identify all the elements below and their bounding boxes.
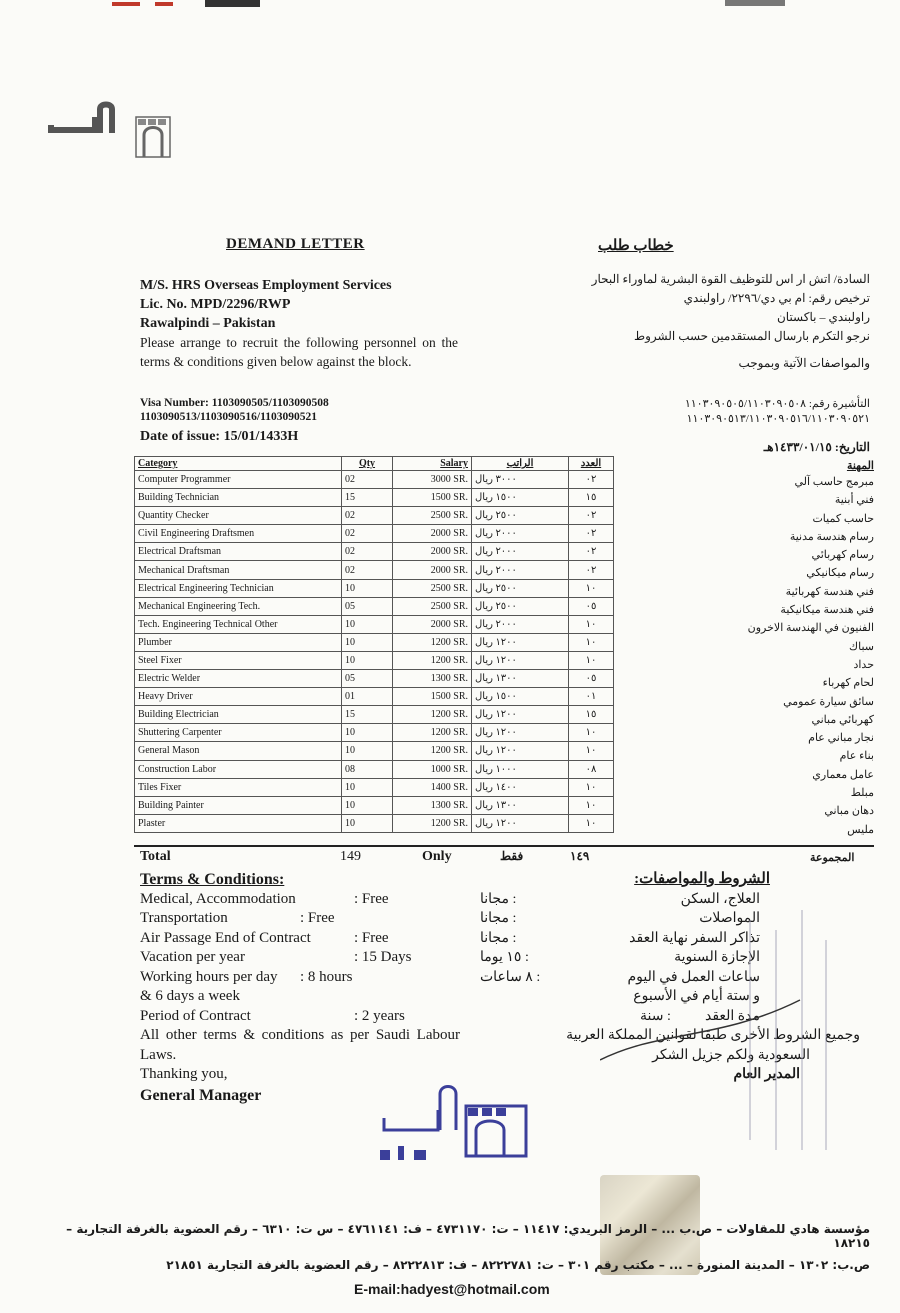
cell-qty-ar: ٠٢ — [569, 507, 614, 525]
cell-salary-ar: ١٢٠٠ ريال — [472, 814, 569, 832]
recipient-address-ar — [470, 270, 870, 373]
title-en: DEMAND LETTER — [226, 236, 365, 252]
cell-category-ar: مليس — [847, 823, 874, 836]
term-value: : ١٥ يوما — [480, 950, 529, 965]
recipient-city-ar: راولبندي – باكستان — [776, 310, 870, 324]
table-row — [135, 489, 614, 507]
total-row — [134, 845, 874, 865]
table-row — [135, 796, 614, 814]
cell-qty-ar: ١٠ — [569, 724, 614, 742]
cell-qty-ar: ١٠ — [569, 651, 614, 669]
terms-heading-ar: الشروط والمواصفات: — [634, 871, 770, 887]
cell-category: Civil Engineering Draftsmen — [135, 525, 342, 543]
term-label: ساعات العمل في اليوم — [627, 969, 760, 985]
cell-category: Construction Labor — [135, 760, 342, 778]
cell-category-ar: مبلط — [850, 787, 874, 800]
total-label-ar: المجموعة — [810, 852, 855, 864]
recipient-address-en — [140, 276, 458, 371]
license-number: Lic. No. MPD/2296/RWP — [140, 297, 291, 312]
cell-salary: 1200 SR. — [393, 706, 472, 724]
table-row — [135, 597, 614, 615]
cell-qty-ar: ١٠ — [569, 778, 614, 796]
cell-category-ar: رسام كهربائي — [811, 549, 874, 562]
recipient-name-ar: السادة/ اتش ار اس للتوظيف القوة البشرية لماوراء البحار — [591, 272, 870, 286]
cell-qty: 10 — [342, 724, 393, 742]
term-value: : ٨ ساعات — [480, 969, 541, 985]
total-qty-ar: ١٤٩ — [570, 849, 590, 863]
table-row — [135, 579, 614, 597]
header-salary-ar: الراتب — [472, 457, 569, 471]
cell-salary: 1200 SR. — [393, 814, 472, 832]
cell-salary: 2500 SR. — [393, 579, 472, 597]
cell-qty-ar: ٠٢ — [569, 471, 614, 489]
total-only-ar: فقط — [500, 849, 524, 863]
cell-qty: 10 — [342, 742, 393, 760]
cell-category-ar: لحام كهرباء — [822, 677, 874, 690]
cell-salary: 2500 SR. — [393, 507, 472, 525]
visa-numbers-en — [140, 396, 329, 424]
term-air-passage — [140, 929, 460, 949]
cell-category: Plumber — [135, 633, 342, 651]
term-label: Transportation — [140, 910, 228, 926]
stamp-logo-icon — [378, 1080, 538, 1170]
title-ar: خطاب طلب — [598, 238, 674, 254]
arabic-categories-column — [614, 459, 874, 839]
term-label: Air Passage End of Contract — [140, 929, 311, 946]
table-row — [135, 525, 614, 543]
request-body-ar-1: نرجو التكرم بارسال المستقدمين حسب الشروط — [633, 329, 870, 343]
cell-salary: 1400 SR. — [393, 778, 472, 796]
total-label: Total — [140, 849, 171, 864]
cell-category: Electrical Draftsman — [135, 543, 342, 561]
request-body-en: Please arrange to recruit the following personnel on the terms & conditions given below against the block. — [140, 335, 458, 369]
table-row — [135, 778, 614, 796]
cell-qty: 05 — [342, 670, 393, 688]
cell-category-ar: نجار مباني عام — [808, 732, 874, 745]
cell-salary-ar: ١٢٠٠ ريال — [472, 742, 569, 760]
cell-salary-ar: ٢٠٠٠ ريال — [472, 615, 569, 633]
company-logo-top — [40, 95, 180, 165]
cell-category: General Mason — [135, 742, 342, 760]
cell-salary: 2000 SR. — [393, 525, 472, 543]
table-row — [135, 615, 614, 633]
cell-salary: 2000 SR. — [393, 543, 472, 561]
cell-salary-ar: ١٢٠٠ ريال — [472, 706, 569, 724]
cell-qty: 10 — [342, 814, 393, 832]
header-salary: Salary — [393, 457, 472, 471]
term-label: تذاكر السفر نهاية العقد — [629, 930, 760, 946]
term-label: Vacation per year — [140, 949, 245, 965]
cell-qty-ar: ٠٨ — [569, 760, 614, 778]
cell-category-ar: فني هندسة ميكانيكية — [780, 604, 874, 617]
term-value: : Free — [300, 910, 335, 926]
term-medical — [140, 890, 460, 910]
cell-category: Tech. Engineering Technical Other — [135, 615, 342, 633]
cell-qty-ar: ٠٢ — [569, 543, 614, 561]
header-category-ar: المهنة — [846, 460, 874, 472]
cell-salary-ar: ١٣٠٠ ريال — [472, 796, 569, 814]
date-of-issue-en: Date of issue: 15/01/1433H — [140, 429, 299, 444]
cell-salary-ar: ١٥٠٠ ريال — [472, 489, 569, 507]
cell-category-ar: بناء عام — [839, 750, 874, 763]
term-value: : 8 hours — [300, 968, 353, 985]
cell-category: Building Electrician — [135, 706, 342, 724]
footer-email: E-mail:hadyest@hotmail.com — [354, 1281, 550, 1297]
cell-salary: 2000 SR. — [393, 615, 472, 633]
cell-category: Electric Welder — [135, 670, 342, 688]
table-row — [135, 706, 614, 724]
term-label: Period of Contract — [140, 1007, 251, 1024]
cell-salary: 1300 SR. — [393, 796, 472, 814]
cell-qty: 05 — [342, 597, 393, 615]
cell-category: Shuttering Carpenter — [135, 724, 342, 742]
cell-category-ar: فني هندسة كهربائية — [785, 585, 874, 598]
visa-line-1-ar: التأشيرة رقم: ١١٠٣٠٩٠٥٠٥/١١٠٣٠٩٠٥٠٨ — [684, 398, 870, 410]
cell-salary-ar: ٢٠٠٠ ريال — [472, 561, 569, 579]
term-days-ar: و ستة أيام في الأسبوع — [633, 989, 760, 1004]
term-label: الإجازة السنوية — [674, 950, 760, 965]
cell-category-ar: حاسب كميات — [812, 512, 874, 525]
cell-category: Building Technician — [135, 489, 342, 507]
visa-line-2-ar: ١١٠٣٠٩٠٥١٣/١١٠٣٠٩٠٥١٦/١١٠٣٠٩٠٥٢١ — [686, 413, 870, 425]
cell-category-ar: رسام هندسة مدنية — [789, 530, 874, 543]
cell-salary-ar: ١٢٠٠ ريال — [472, 724, 569, 742]
demand-table — [134, 456, 614, 833]
cell-qty-ar: ١٠ — [569, 796, 614, 814]
table-row — [135, 742, 614, 760]
cell-salary: 2500 SR. — [393, 597, 472, 615]
table-row — [135, 688, 614, 706]
rotated-stamp-text — [600, 900, 860, 1160]
cell-qty-ar: ٠٥ — [569, 670, 614, 688]
terms-en — [140, 870, 460, 1105]
cell-category-ar: عامل معماري — [812, 768, 874, 781]
cell-salary-ar: ٢٠٠٠ ريال — [472, 543, 569, 561]
cell-salary: 1000 SR. — [393, 760, 472, 778]
cell-salary-ar: ١٠٠٠ ريال — [472, 760, 569, 778]
term-value: : Free — [354, 929, 389, 946]
date-of-issue-ar: التاريخ: ١٤٣٣/٠١/١٥هـ — [763, 440, 870, 454]
cell-category: Electrical Engineering Technician — [135, 579, 342, 597]
general-manager: General Manager — [140, 1086, 262, 1104]
cell-qty: 10 — [342, 651, 393, 669]
cell-category: Quantity Checker — [135, 507, 342, 525]
cell-salary: 1200 SR. — [393, 633, 472, 651]
cell-salary-ar: ٢٥٠٠ ريال — [472, 597, 569, 615]
term-value: : 15 Days — [354, 949, 412, 965]
term-hours — [140, 968, 460, 988]
cell-salary-ar: ١٢٠٠ ريال — [472, 633, 569, 651]
cell-category: Building Painter — [135, 796, 342, 814]
term-other-ar-2: السعودية ولكم جزيل الشكر — [652, 1047, 810, 1063]
cell-salary-ar: ٢٠٠٠ ريال — [472, 525, 569, 543]
license-number-ar: ترخيص رقم: ام بي دي/٢٢٩٦/ راولبندي — [683, 291, 870, 305]
hady-logo-icon — [40, 95, 180, 165]
cell-qty-ar: ١٠ — [569, 615, 614, 633]
cell-qty: 10 — [342, 778, 393, 796]
cell-salary: 3000 SR. — [393, 471, 472, 489]
cell-qty-ar: ٠٥ — [569, 597, 614, 615]
table-row — [135, 543, 614, 561]
cell-qty: 02 — [342, 525, 393, 543]
footer-line-1: مؤسسة هادي للمقاولات – ص.ب ... – الرمز البريدي: ١١٤١٧ – ت: ٤٧٣١١٧٠ – ف: ٤٧٦١١٤١ – س ت: ٦٣١٠ – رقم العضوية بالغرفة التجارية – ١٨٢١٥ — [66, 1222, 870, 1250]
recipient-name: M/S. HRS Overseas Employment Services — [140, 278, 392, 293]
visa-line-1: Visa Number: 1103090505/1103090508 — [140, 397, 329, 409]
cell-qty-ar: ١٥ — [569, 489, 614, 507]
request-body-ar-2: والمواصفات الآتية وبموجب — [738, 356, 870, 370]
cell-salary-ar: ١٤٠٠ ريال — [472, 778, 569, 796]
term-value: : مجانا — [480, 930, 517, 946]
cell-qty: 15 — [342, 489, 393, 507]
term-value: : سنة — [640, 1008, 671, 1024]
total-only: Only — [422, 849, 452, 864]
term-period — [140, 1007, 460, 1027]
top-edge-marks — [0, 0, 900, 10]
cell-category-ar: كهربائي مباني — [811, 713, 874, 726]
cell-category-ar: دهان مباني — [824, 805, 874, 818]
cell-salary: 1300 SR. — [393, 670, 472, 688]
cell-salary-ar: ١٢٠٠ ريال — [472, 651, 569, 669]
table-row — [135, 471, 614, 489]
total-qty: 149 — [340, 849, 361, 864]
cell-category-ar: حداد — [853, 658, 874, 671]
thanking-you: Thanking you, — [140, 1066, 228, 1082]
cell-qty-ar: ١٠ — [569, 579, 614, 597]
term-label: Working hours per day — [140, 968, 278, 985]
cell-qty: 02 — [342, 507, 393, 525]
terms-heading: Terms & Conditions: — [140, 871, 285, 888]
visa-numbers-ar — [470, 397, 870, 427]
cell-category: Mechanical Draftsman — [135, 561, 342, 579]
term-days: & 6 days a week — [140, 988, 240, 1004]
cell-qty-ar: ٠٢ — [569, 525, 614, 543]
cell-salary: 1500 SR. — [393, 688, 472, 706]
cell-salary: 1200 SR. — [393, 724, 472, 742]
cell-category-ar: رسام ميكانيكي — [806, 567, 874, 580]
cell-qty-ar: ٠٢ — [569, 561, 614, 579]
visa-line-2: 1103090513/1103090516/1103090521 — [140, 411, 317, 423]
cell-salary-ar: ١٥٠٠ ريال — [472, 688, 569, 706]
cell-qty: 08 — [342, 760, 393, 778]
cell-qty: 10 — [342, 615, 393, 633]
cell-qty-ar: ١٥ — [569, 706, 614, 724]
table-header-row — [135, 457, 614, 471]
cell-category: Plaster — [135, 814, 342, 832]
cell-qty-ar: ٠١ — [569, 688, 614, 706]
table-row — [135, 507, 614, 525]
cell-category: Tiles Fixer — [135, 778, 342, 796]
cell-qty: 15 — [342, 706, 393, 724]
term-value: : مجانا — [480, 911, 517, 926]
cell-qty-ar: ١٠ — [569, 633, 614, 651]
header-qty: Qty — [342, 457, 393, 471]
cell-category-ar: مبرمج حاسب آلي — [794, 476, 874, 488]
footer-line-2: ص.ب: ١٣٠٢ – المدينة المنورة – ... – مكتب رقم ٣٠١ – ت: ٨٢٢٢٧٨١ – ف: ٨٢٢٢٨١٣ – رقم العضوية بالغرفة التجارية ٢١٨٥١ — [166, 1258, 870, 1272]
cell-qty: 10 — [342, 633, 393, 651]
cell-qty-ar: ١٠ — [569, 742, 614, 760]
table-row — [135, 670, 614, 688]
company-stamp — [378, 1080, 538, 1170]
term-label: العلاج، السكن — [680, 891, 760, 907]
cell-salary-ar: ١٣٠٠ ريال — [472, 670, 569, 688]
header-category: Category — [135, 457, 342, 471]
cell-category: Heavy Driver — [135, 688, 342, 706]
general-manager-ar: المدير العام — [733, 1067, 800, 1082]
table-row — [135, 561, 614, 579]
term-vacation — [140, 948, 460, 968]
cell-category-ar: الفنيون في الهندسة الاخرون — [747, 622, 874, 635]
term-value: : 2 years — [354, 1007, 405, 1024]
cell-salary-ar: ٢٥٠٠ ريال — [472, 579, 569, 597]
cell-category: Steel Fixer — [135, 651, 342, 669]
cell-salary: 1200 SR. — [393, 651, 472, 669]
cell-salary-ar: ٣٠٠٠ ريال — [472, 471, 569, 489]
table-row — [135, 760, 614, 778]
term-transport — [140, 909, 460, 929]
cell-category-ar: فني أبنية — [834, 494, 874, 507]
cell-salary-ar: ٢٥٠٠ ريال — [472, 507, 569, 525]
term-label: المواصلات — [699, 911, 760, 926]
cell-qty: 02 — [342, 471, 393, 489]
cell-salary: 1500 SR. — [393, 489, 472, 507]
table-row — [135, 633, 614, 651]
cell-category-ar: سائق سيارة عمومي — [783, 695, 874, 708]
term-value: : مجانا — [480, 891, 517, 907]
cell-qty: 10 — [342, 579, 393, 597]
table-row — [135, 814, 614, 832]
term-value: : Free — [354, 890, 389, 907]
term-label: Medical, Accommodation — [140, 890, 296, 907]
table-row — [135, 651, 614, 669]
cell-qty: 10 — [342, 796, 393, 814]
cell-category: Computer Programmer — [135, 471, 342, 489]
cell-qty: 02 — [342, 561, 393, 579]
header-qty-ar: العدد — [569, 457, 614, 471]
cell-qty: 02 — [342, 543, 393, 561]
cell-qty: 01 — [342, 688, 393, 706]
table-row — [135, 724, 614, 742]
cell-salary: 2000 SR. — [393, 561, 472, 579]
cell-salary: 1200 SR. — [393, 742, 472, 760]
cell-category-ar: سباك — [849, 640, 874, 653]
term-other: All other terms & conditions as per Saudi Labour Laws. — [140, 1027, 460, 1063]
term-other-ar: وجميع الشروط الأخرى طبقا لقوانين المملكة العربية — [566, 1028, 860, 1043]
term-label: مدة العقد — [704, 1008, 760, 1024]
cell-qty-ar: ١٠ — [569, 814, 614, 832]
cell-category: Mechanical Engineering Tech. — [135, 597, 342, 615]
recipient-city: Rawalpindi – Pakistan — [140, 316, 276, 331]
